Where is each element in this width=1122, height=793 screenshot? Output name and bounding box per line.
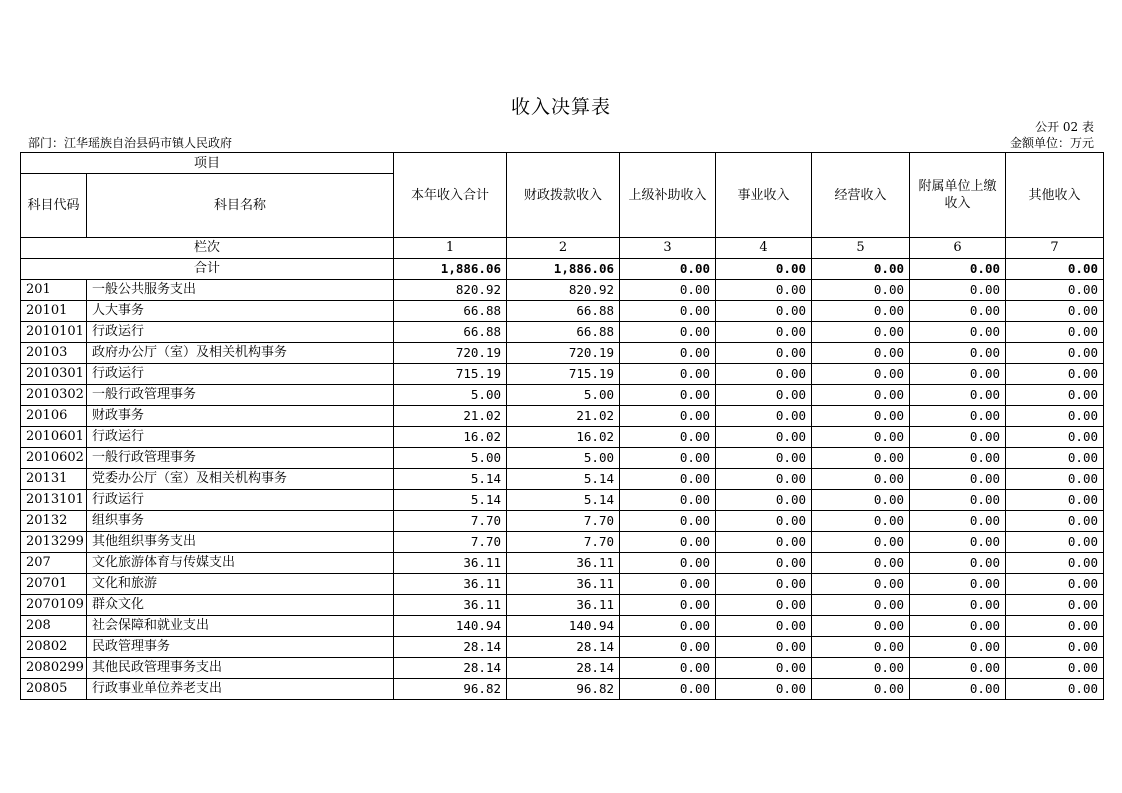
row-value: 0.00 <box>910 280 1006 301</box>
row-value: 21.02 <box>507 406 620 427</box>
row-name: 行政运行 <box>87 490 394 511</box>
table-row <box>21 343 1104 364</box>
row-value: 0.00 <box>910 490 1006 511</box>
table-row <box>21 637 1104 658</box>
row-value: 0.00 <box>910 406 1006 427</box>
row-value: 5.00 <box>507 448 620 469</box>
row-value: 0.00 <box>1006 616 1104 637</box>
row-name: 其他组织事务支出 <box>87 532 394 553</box>
department-label: 部门：江华瑶族自治县码市镇人民政府 <box>28 136 233 150</box>
row-value: 0.00 <box>716 637 812 658</box>
row-value: 0.00 <box>1006 574 1104 595</box>
total-label: 合计 <box>21 259 394 280</box>
table-row <box>21 679 1104 700</box>
row-value: 0.00 <box>812 616 910 637</box>
row-code: 20805 <box>21 679 87 700</box>
row-code: 207 <box>21 553 87 574</box>
row-value: 5.14 <box>507 490 620 511</box>
row-value: 0.00 <box>1006 364 1104 385</box>
header-col-2: 财政拨款收入 <box>507 153 620 238</box>
row-value: 5.00 <box>394 448 507 469</box>
header-item: 项目 <box>21 153 394 174</box>
row-value: 0.00 <box>620 280 716 301</box>
row-code: 20106 <box>21 406 87 427</box>
total-value: 0.00 <box>716 259 812 280</box>
row-value: 0.00 <box>910 574 1006 595</box>
row-value: 0.00 <box>716 490 812 511</box>
row-value: 0.00 <box>812 679 910 700</box>
row-code: 2010301 <box>21 364 87 385</box>
row-value: 0.00 <box>812 574 910 595</box>
row-value: 0.00 <box>716 616 812 637</box>
row-value: 0.00 <box>716 364 812 385</box>
row-value: 0.00 <box>812 469 910 490</box>
row-value: 0.00 <box>812 532 910 553</box>
table-row <box>21 595 1104 616</box>
row-name: 政府办公厅（室）及相关机构事务 <box>87 343 394 364</box>
row-value: 0.00 <box>716 679 812 700</box>
row-code: 2070109 <box>21 595 87 616</box>
row-name: 行政运行 <box>87 427 394 448</box>
row-value: 0.00 <box>716 343 812 364</box>
row-value: 0.00 <box>620 427 716 448</box>
row-value: 0.00 <box>620 511 716 532</box>
income-table <box>20 152 1104 700</box>
row-value: 16.02 <box>394 427 507 448</box>
header-col-6: 附属单位上缴收入 <box>910 153 1006 238</box>
total-value: 1,886.06 <box>394 259 507 280</box>
row-value: 0.00 <box>716 574 812 595</box>
form-number: 公开 02 表 <box>1035 120 1094 134</box>
row-value: 0.00 <box>910 553 1006 574</box>
table-row <box>21 448 1104 469</box>
row-value: 0.00 <box>716 658 812 679</box>
row-name: 行政事业单位养老支出 <box>87 679 394 700</box>
row-value: 0.00 <box>910 637 1006 658</box>
row-value: 16.02 <box>507 427 620 448</box>
row-value: 28.14 <box>394 637 507 658</box>
index-num: 2 <box>507 238 620 259</box>
row-value: 0.00 <box>620 574 716 595</box>
table-row <box>21 511 1104 532</box>
row-value: 0.00 <box>716 280 812 301</box>
row-code: 20103 <box>21 343 87 364</box>
row-value: 5.14 <box>507 469 620 490</box>
row-value: 0.00 <box>812 385 910 406</box>
table-row <box>21 490 1104 511</box>
row-value: 0.00 <box>910 511 1006 532</box>
row-value: 715.19 <box>394 364 507 385</box>
row-code: 20802 <box>21 637 87 658</box>
row-value: 66.88 <box>507 322 620 343</box>
index-num: 3 <box>620 238 716 259</box>
row-value: 0.00 <box>620 469 716 490</box>
row-code: 20131 <box>21 469 87 490</box>
table-row <box>21 574 1104 595</box>
row-value: 7.70 <box>507 511 620 532</box>
row-value: 0.00 <box>910 469 1006 490</box>
page-title: 收入决算表 <box>510 96 611 118</box>
row-value: 5.00 <box>394 385 507 406</box>
table-row <box>21 301 1104 322</box>
table-row <box>21 406 1104 427</box>
table-row <box>21 553 1104 574</box>
row-value: 0.00 <box>812 490 910 511</box>
row-code: 201 <box>21 280 87 301</box>
row-value: 0.00 <box>716 301 812 322</box>
row-value: 28.14 <box>394 658 507 679</box>
row-code: 2013299 <box>21 532 87 553</box>
row-value: 36.11 <box>394 595 507 616</box>
row-value: 0.00 <box>812 322 910 343</box>
row-value: 140.94 <box>507 616 620 637</box>
row-value: 0.00 <box>620 616 716 637</box>
row-code: 208 <box>21 616 87 637</box>
row-value: 0.00 <box>812 280 910 301</box>
row-value: 0.00 <box>812 301 910 322</box>
row-value: 0.00 <box>620 658 716 679</box>
row-value: 28.14 <box>507 637 620 658</box>
row-value: 66.88 <box>507 301 620 322</box>
table-row <box>21 469 1104 490</box>
row-value: 0.00 <box>812 658 910 679</box>
index-num: 4 <box>716 238 812 259</box>
row-value: 0.00 <box>1006 427 1104 448</box>
row-value: 28.14 <box>507 658 620 679</box>
row-value: 0.00 <box>910 448 1006 469</box>
row-value: 0.00 <box>812 595 910 616</box>
row-value: 0.00 <box>812 637 910 658</box>
row-value: 0.00 <box>1006 490 1104 511</box>
row-value: 0.00 <box>1006 322 1104 343</box>
row-value: 0.00 <box>716 385 812 406</box>
row-name: 群众文化 <box>87 595 394 616</box>
row-value: 0.00 <box>620 490 716 511</box>
total-value: 0.00 <box>620 259 716 280</box>
row-name: 一般行政管理事务 <box>87 448 394 469</box>
row-code: 2013101 <box>21 490 87 511</box>
index-num: 5 <box>812 238 910 259</box>
row-code: 2010602 <box>21 448 87 469</box>
total-value: 0.00 <box>910 259 1006 280</box>
row-code: 2010101 <box>21 322 87 343</box>
row-code: 2010302 <box>21 385 87 406</box>
table-row <box>21 532 1104 553</box>
row-value: 0.00 <box>910 679 1006 700</box>
row-value: 7.70 <box>394 511 507 532</box>
row-value: 0.00 <box>1006 385 1104 406</box>
row-name: 组织事务 <box>87 511 394 532</box>
row-value: 0.00 <box>620 637 716 658</box>
table-row <box>21 364 1104 385</box>
index-num: 7 <box>1006 238 1104 259</box>
row-value: 5.14 <box>394 469 507 490</box>
row-value: 0.00 <box>620 595 716 616</box>
row-value: 0.00 <box>620 301 716 322</box>
row-name: 民政管理事务 <box>87 637 394 658</box>
row-value: 0.00 <box>620 406 716 427</box>
row-value: 820.92 <box>394 280 507 301</box>
row-value: 0.00 <box>910 301 1006 322</box>
row-value: 0.00 <box>620 532 716 553</box>
row-value: 7.70 <box>394 532 507 553</box>
total-value: 0.00 <box>812 259 910 280</box>
header-code: 科目代码 <box>21 174 87 238</box>
row-name: 一般行政管理事务 <box>87 385 394 406</box>
index-num: 1 <box>394 238 507 259</box>
row-value: 0.00 <box>716 595 812 616</box>
row-value: 7.70 <box>507 532 620 553</box>
row-value: 0.00 <box>716 469 812 490</box>
row-value: 0.00 <box>620 385 716 406</box>
unit-label: 金额单位：万元 <box>1009 136 1094 150</box>
row-value: 0.00 <box>620 553 716 574</box>
row-value: 0.00 <box>812 553 910 574</box>
row-name: 人大事务 <box>87 301 394 322</box>
index-num: 6 <box>910 238 1006 259</box>
row-value: 0.00 <box>716 448 812 469</box>
row-value: 0.00 <box>620 679 716 700</box>
row-code: 2080299 <box>21 658 87 679</box>
table-row <box>21 385 1104 406</box>
table-row <box>21 280 1104 301</box>
total-value: 1,886.06 <box>507 259 620 280</box>
row-value: 140.94 <box>394 616 507 637</box>
row-value: 0.00 <box>1006 406 1104 427</box>
row-value: 0.00 <box>716 322 812 343</box>
row-name: 行政运行 <box>87 364 394 385</box>
row-name: 一般公共服务支出 <box>87 280 394 301</box>
row-value: 0.00 <box>716 511 812 532</box>
row-value: 0.00 <box>1006 469 1104 490</box>
index-label: 栏次 <box>21 238 394 259</box>
row-value: 0.00 <box>1006 658 1104 679</box>
row-value: 0.00 <box>620 322 716 343</box>
table-row <box>21 658 1104 679</box>
row-value: 0.00 <box>910 427 1006 448</box>
row-value: 0.00 <box>812 511 910 532</box>
row-value: 715.19 <box>507 364 620 385</box>
row-value: 66.88 <box>394 322 507 343</box>
row-value: 0.00 <box>910 364 1006 385</box>
row-value: 0.00 <box>910 595 1006 616</box>
row-value: 0.00 <box>716 532 812 553</box>
row-value: 0.00 <box>910 343 1006 364</box>
total-value: 0.00 <box>1006 259 1104 280</box>
row-value: 0.00 <box>910 658 1006 679</box>
row-name: 行政运行 <box>87 322 394 343</box>
row-value: 0.00 <box>812 364 910 385</box>
row-value: 36.11 <box>394 553 507 574</box>
row-name: 党委办公厅（室）及相关机构事务 <box>87 469 394 490</box>
header-col-5: 经营收入 <box>812 153 910 238</box>
row-value: 0.00 <box>812 448 910 469</box>
row-value: 0.00 <box>812 406 910 427</box>
row-value: 36.11 <box>507 595 620 616</box>
row-value: 21.02 <box>394 406 507 427</box>
row-value: 0.00 <box>1006 637 1104 658</box>
row-value: 0.00 <box>1006 343 1104 364</box>
row-name: 文化和旅游 <box>87 574 394 595</box>
row-value: 0.00 <box>910 322 1006 343</box>
table-row <box>21 322 1104 343</box>
row-code: 20701 <box>21 574 87 595</box>
total-row <box>21 259 1104 280</box>
row-value: 0.00 <box>1006 301 1104 322</box>
row-value: 36.11 <box>507 553 620 574</box>
header-col-3: 上级补助收入 <box>620 153 716 238</box>
header-name: 科目名称 <box>87 174 394 238</box>
row-value: 0.00 <box>910 385 1006 406</box>
row-value: 720.19 <box>394 343 507 364</box>
row-value: 0.00 <box>620 448 716 469</box>
row-value: 36.11 <box>507 574 620 595</box>
row-value: 0.00 <box>716 427 812 448</box>
row-value: 720.19 <box>507 343 620 364</box>
row-name: 其他民政管理事务支出 <box>87 658 394 679</box>
row-name: 社会保障和就业支出 <box>87 616 394 637</box>
row-value: 96.82 <box>507 679 620 700</box>
row-name: 财政事务 <box>87 406 394 427</box>
row-value: 0.00 <box>812 427 910 448</box>
row-value: 0.00 <box>716 553 812 574</box>
row-value: 820.92 <box>507 280 620 301</box>
index-row <box>21 238 1104 259</box>
row-code: 20132 <box>21 511 87 532</box>
row-value: 5.14 <box>394 490 507 511</box>
row-value: 96.82 <box>394 679 507 700</box>
row-value: 0.00 <box>1006 532 1104 553</box>
row-value: 0.00 <box>1006 595 1104 616</box>
row-value: 0.00 <box>910 616 1006 637</box>
row-value: 0.00 <box>910 532 1006 553</box>
table-row <box>21 616 1104 637</box>
row-value: 36.11 <box>394 574 507 595</box>
header-col-4: 事业收入 <box>716 153 812 238</box>
row-value: 0.00 <box>1006 679 1104 700</box>
header-col-1: 本年收入合计 <box>394 153 507 238</box>
row-value: 0.00 <box>1006 553 1104 574</box>
row-value: 5.00 <box>507 385 620 406</box>
table-row <box>21 427 1104 448</box>
row-value: 66.88 <box>394 301 507 322</box>
row-name: 文化旅游体育与传媒支出 <box>87 553 394 574</box>
row-value: 0.00 <box>812 343 910 364</box>
row-value: 0.00 <box>620 364 716 385</box>
row-value: 0.00 <box>620 343 716 364</box>
row-value: 0.00 <box>1006 280 1104 301</box>
row-value: 0.00 <box>1006 448 1104 469</box>
header-col-7: 其他收入 <box>1006 153 1104 238</box>
row-value: 0.00 <box>716 406 812 427</box>
header-row-1 <box>21 153 1104 174</box>
row-value: 0.00 <box>1006 511 1104 532</box>
row-code: 20101 <box>21 301 87 322</box>
row-code: 2010601 <box>21 427 87 448</box>
